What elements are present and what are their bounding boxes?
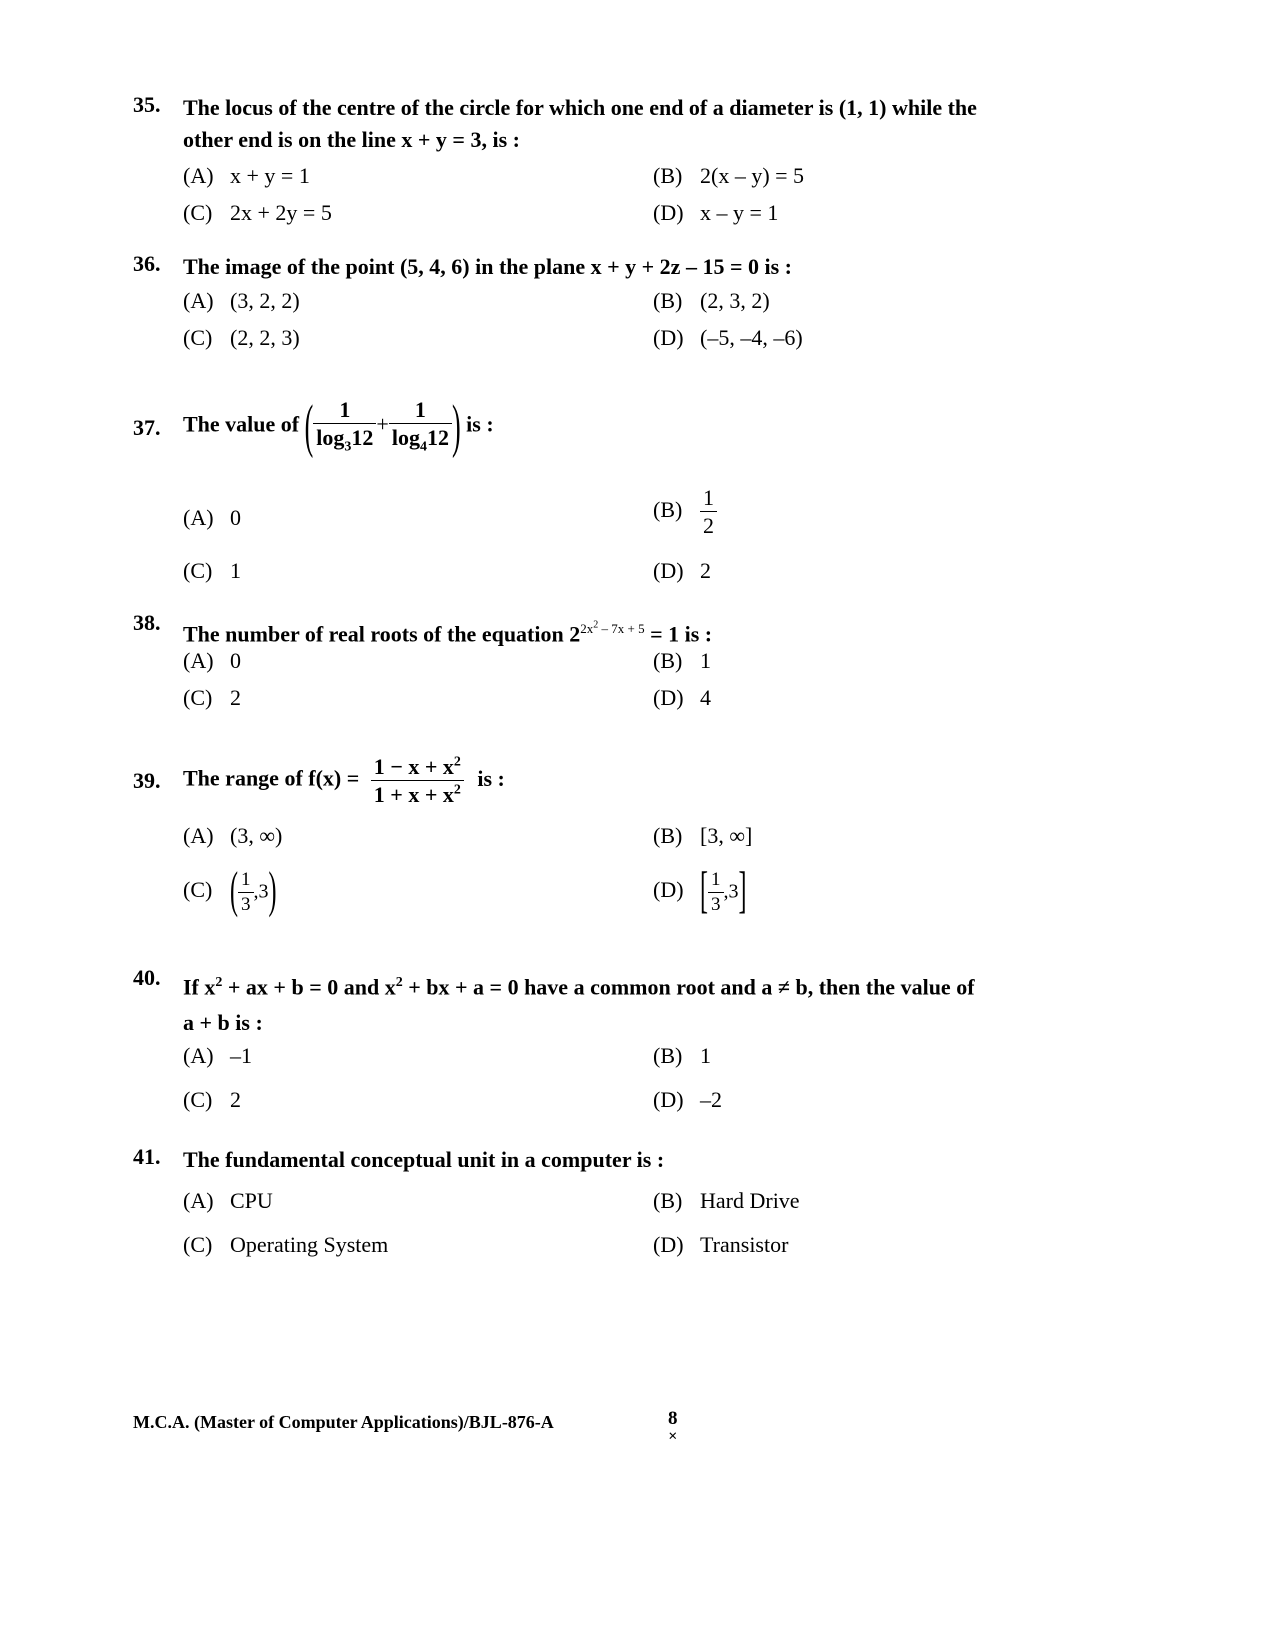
question-text: If $x^2$ + ax + b = 0 and $x^2$ + bx + a = 0 have a common root and a ≠ b, then the value of a + b is :	[183, 974, 975, 1036]
fraction-2: $\frac{1}{\log_412}$	[389, 398, 452, 455]
question-number: 36.	[133, 251, 161, 276]
option-d: (D) [ $\frac{1}{3}$ ,3]	[653, 865, 747, 920]
option-b: (B) [3, ∞]	[653, 823, 753, 848]
question-39	[133, 754, 1093, 920]
option-a: (A) 0	[183, 648, 241, 673]
option-b: (B) 2(x – y) = 5	[653, 163, 805, 188]
right-paren: )	[451, 392, 461, 459]
question-40	[133, 965, 1093, 1112]
question-text: The range of f(x) = $\frac{1 - x + x^2}{1 + x + x^2}$ is :	[183, 754, 505, 808]
page-number: 8 ×	[668, 1408, 678, 1445]
option-c: (C) (2, 2, 3)	[183, 325, 300, 350]
option-d: (D) x – y = 1	[653, 200, 779, 225]
option-a: (A) CPU	[183, 1188, 273, 1213]
question-text: The locus of the centre of the circle for which one end of a diameter is (1, 1) while the other end is on the line x + y = 3, is :	[183, 95, 977, 152]
option-a: (A) 0	[183, 505, 241, 530]
option-a: (A) (3, 2, 2)	[183, 288, 300, 313]
option-d: (D) 2	[653, 558, 711, 583]
page-mark: ×	[668, 1428, 678, 1445]
question-number: 37.	[133, 415, 161, 440]
option-c: (C) 2x + 2y = 5	[183, 200, 332, 225]
option-b: (B) $\frac{1}{2}$	[653, 486, 717, 537]
question-38	[133, 610, 1093, 710]
option-c: (C) Operating System	[183, 1232, 389, 1257]
option-a: (A) x + y = 1	[183, 163, 310, 188]
option-d: (D) Transistor	[653, 1232, 789, 1257]
question-text: The fundamental conceptual unit in a computer is :	[183, 1147, 665, 1172]
question-41	[133, 1144, 1093, 1257]
option-b: (B) (2, 3, 2)	[653, 288, 770, 313]
option-b: (B) 1	[653, 648, 711, 673]
option-c: (C) 2	[183, 685, 241, 710]
option-a: (A) –1	[183, 1043, 252, 1068]
question-text: The image of the point (5, 4, 6) in the plane x + y + 2z – 15 = 0 is :	[183, 254, 792, 279]
question-number: 35.	[133, 92, 161, 117]
question-number: 38.	[133, 610, 161, 635]
question-35	[133, 92, 1093, 225]
question-number: 40.	[133, 965, 161, 990]
fraction-1: $\frac{1}{\log_312}$	[313, 398, 376, 455]
option-c: (C) 2	[183, 1087, 241, 1112]
option-c: (C) 1	[183, 558, 241, 583]
option-a: (A) (3, ∞)	[183, 823, 283, 848]
question-text: The value of ( $\frac{1}{\log_312}$ + $\frac{1}{\log_412}$ ) is :	[183, 398, 1093, 455]
question-36	[133, 251, 1093, 350]
question-37	[133, 392, 1093, 583]
footer-code: M.C.A. (Master of Computer Applications)/BJL-876-A	[133, 1412, 554, 1432]
option-b: (B) Hard Drive	[653, 1188, 800, 1213]
question-text: The number of real roots of the equation $2^{2x^2 - 7x + 5} = 1$ is :	[183, 620, 713, 647]
option-b: (B) 1	[653, 1043, 711, 1068]
option-d: (D) –2	[653, 1087, 722, 1112]
left-paren: (	[304, 392, 314, 459]
range-fraction: $\frac{1 - x + x^2}{1 + x + x^2}$	[371, 755, 464, 806]
option-c: (C) ( $\frac{1}{3}$ ,3)	[183, 865, 277, 920]
question-number: 39.	[133, 768, 161, 793]
question-number: 41.	[133, 1144, 161, 1169]
option-d: (D) (–5, –4, –6)	[653, 325, 803, 350]
option-d: (D) 4	[653, 685, 711, 710]
